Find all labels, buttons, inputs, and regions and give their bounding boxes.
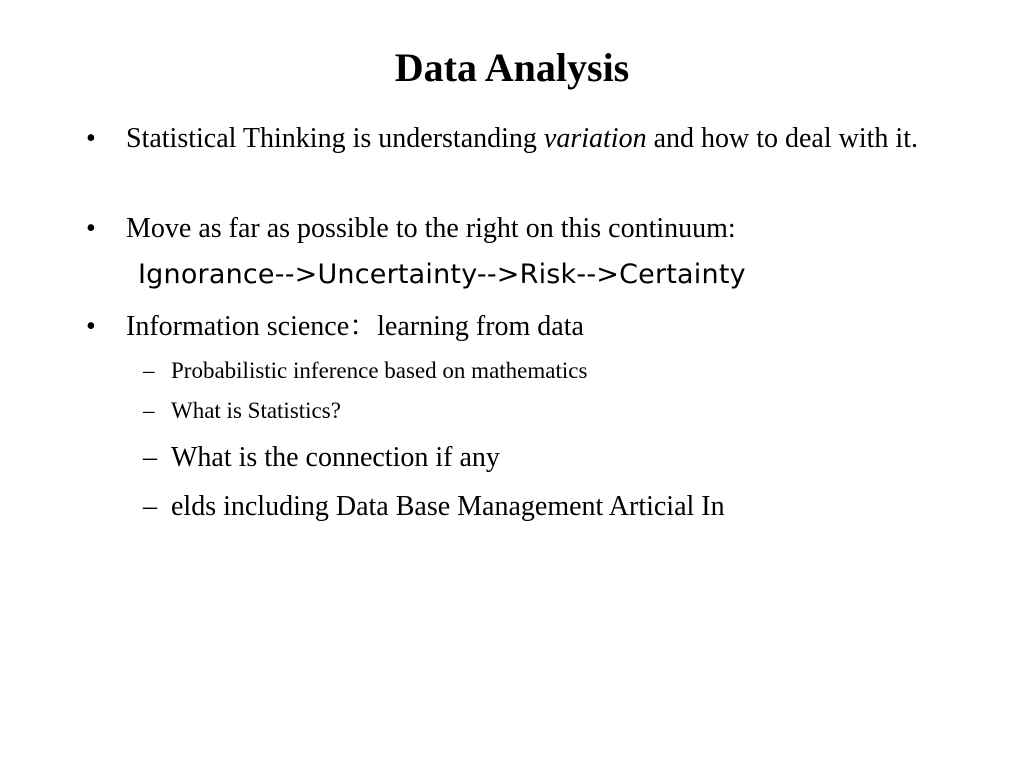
sub-bullet-marker: – xyxy=(143,442,157,473)
bullet-item-continuum-intro: Move as far as possible to the right on this continuum: xyxy=(126,213,736,244)
bullet-marker: • xyxy=(86,123,96,154)
emphasis-text: variation xyxy=(543,123,647,154)
sub-bullet-connection: What is the connection if any xyxy=(171,442,500,473)
bullet-item-statistical-thinking xyxy=(126,118,946,159)
sub-bullet-what-is-statistics: What is Statistics? xyxy=(171,398,341,423)
bullet-marker: • xyxy=(86,213,96,244)
bullet-text: Statistical Thinking is understanding xyxy=(126,123,544,154)
sub-bullet-marker: – xyxy=(143,358,155,383)
sub-bullet-marker: – xyxy=(143,398,155,423)
bullet-item-information-science: Information science：learning from data xyxy=(126,311,584,342)
sub-bullet-probabilistic-inference: Probabilistic inference based on mathematics xyxy=(171,358,588,383)
bullet-marker: • xyxy=(86,311,96,342)
bullet-text: and how to deal with it. xyxy=(646,123,918,154)
continuum-line: Ignorance-->Uncertainty-->Risk-->Certainty xyxy=(138,259,746,290)
sub-bullet-marker: – xyxy=(143,491,157,522)
sub-bullet-fields: elds including Data Base Management Articial In xyxy=(171,491,725,522)
slide-title: Data Analysis xyxy=(394,45,630,90)
